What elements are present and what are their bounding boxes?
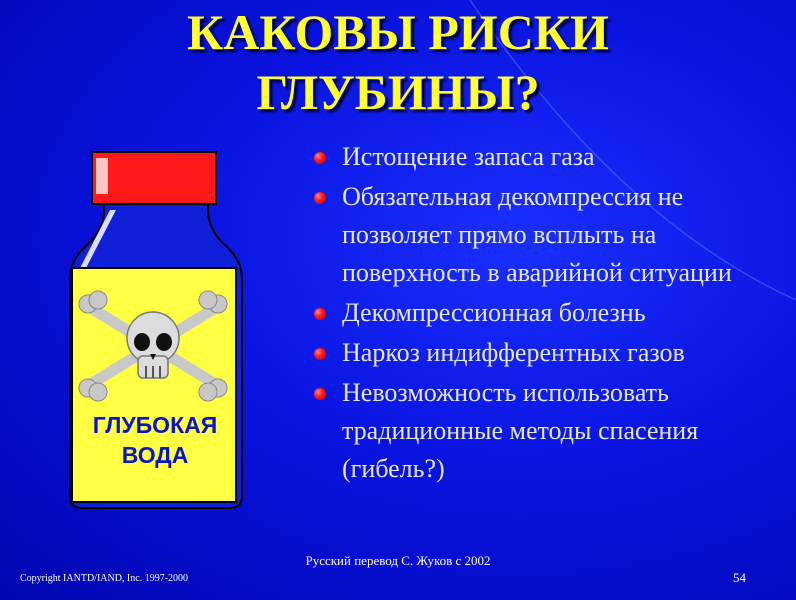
copyright-notice: Copyright IANTD/IAND, Inc. 1997-2000 — [20, 573, 189, 584]
bullet-dot-icon — [314, 348, 326, 360]
bullet-text: Наркоз индифферентных газов — [342, 338, 685, 367]
bullet-text: Истощение запаса газа — [342, 142, 595, 171]
bullet-text: Невозможность использовать традиционные методы спасения (гибель?) — [342, 378, 699, 483]
list-item — [308, 138, 768, 176]
risk-bullet-list — [308, 138, 768, 490]
bullet-dot-icon — [314, 152, 326, 164]
page-title — [0, 2, 796, 122]
bullet-dot-icon — [314, 192, 326, 204]
bullet-dot-icon — [314, 308, 326, 320]
list-item — [308, 374, 768, 488]
page-number: 54 — [733, 570, 746, 585]
bottle-label-line-1: ГЛУБОКАЯ — [92, 412, 218, 438]
bottle-cap — [92, 152, 216, 204]
list-item — [308, 334, 768, 372]
bottle-label-line-2: ВОДА — [121, 442, 189, 468]
bullet-dot-icon — [314, 388, 326, 400]
list-item — [308, 178, 768, 292]
list-item — [308, 294, 768, 332]
bullet-text: Обязательная декомпрессия не позволяет прямо всплыть на поверхность в аварийной ситуации — [342, 182, 732, 287]
bottle-label-text — [75, 410, 235, 470]
bullet-text: Декомпрессионная болезнь — [342, 298, 646, 327]
title-line-1: КАКОВЫ РИСКИ — [187, 4, 609, 60]
title-line-2: ГЛУБИНЫ? — [256, 64, 540, 120]
translation-credit: Русский перевод С. Жуков с 2002 — [305, 553, 491, 568]
